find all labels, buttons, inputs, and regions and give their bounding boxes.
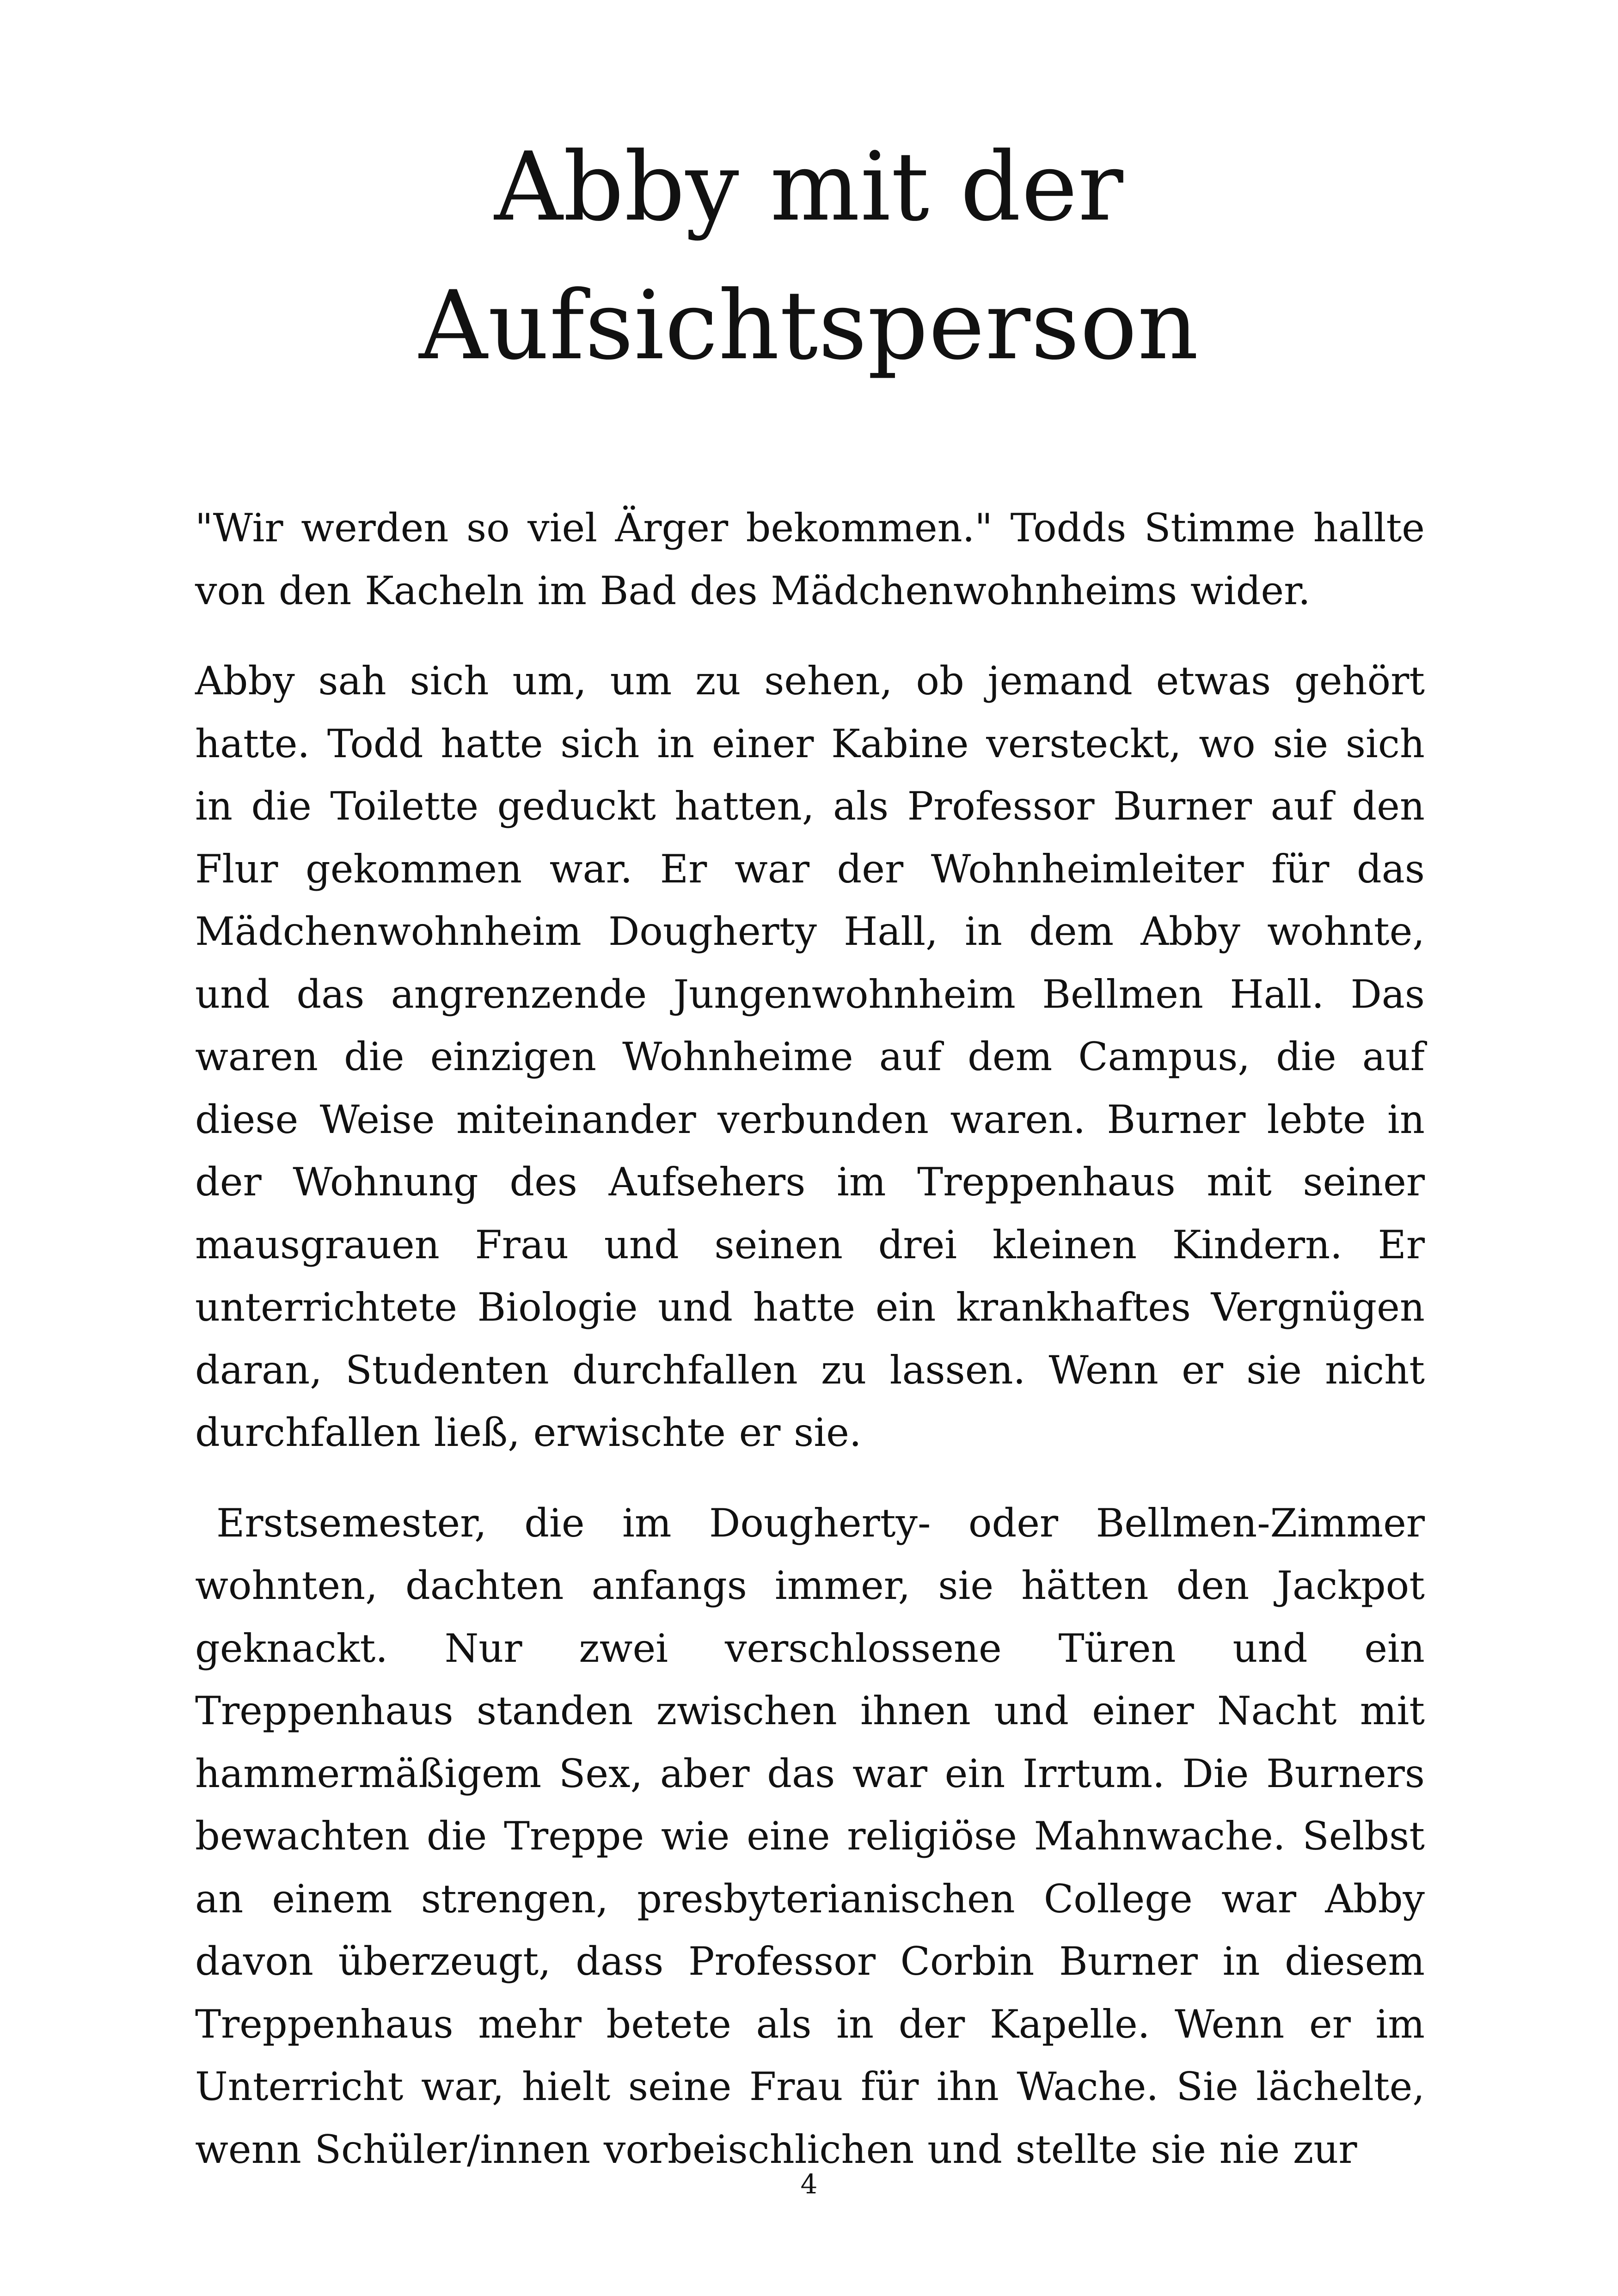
paragraph-1: "Wir werden so viel Ärger bekommen." Todds Stimme hallte von den Kacheln im Bad des Mädchenwohnheims wider. bbox=[195, 505, 1425, 613]
paragraph-3: Erstsemester, die im Dougherty- oder Bellmen-Zimmer wohnten, dachten anfangs immer, sie hätten den Jackpot geknackt. Nur zwei verschlossene Türen und ein Treppenhaus standen zwischen ihnen und einer Nacht mit hammermäßigem Sex, aber das war ein Irrtum. Die Burners bewachten die Treppe wie eine religiöse Mahnwache. Selbst an einem strengen, presbyterianischen College war Abby davon überzeugt, dass Professor Corbin Burner in diesem Treppenhaus mehr betete als in der Kapelle. Wenn er im Unterricht war, hielt seine Frau für ihn Wache. Sie lächelte, wenn Schüler/innen vorbeischlichen und stellte sie nie zur bbox=[195, 1500, 1425, 2172]
chapter-title-line-2: Aufsichtsperson bbox=[419, 271, 1199, 381]
paragraph-2: Abby sah sich um, um zu sehen, ob jemand etwas gehört hatte. Todd hatte sich in einer Kabine versteckt, wo sie sich in die Toilette geduckt hatten, als Professor Burner auf den Flur gekommen war. Er war der Wohnheimleiter für das Mädchenwohnheim Dougherty Hall, in dem Abby wohnte, und das angrenzende Jungenwohnheim Bellmen Hall. Das waren die einzigen Wohnheime auf dem Campus, die auf diese Weise miteinander verbunden waren. Burner lebte in der Wohnung des Aufsehers im Treppenhaus mit seiner mausgrauen Frau und seinen drei kleinen Kindern. Er unterrichtete Biologie und hatte ein krankhaftes Vergnügen daran, Studenten durchfallen zu lassen. Wenn er sie nicht durchfallen ließ, erwischte er sie. bbox=[195, 658, 1425, 1455]
body-text bbox=[195, 497, 1425, 2209]
chapter-title bbox=[194, 118, 1424, 395]
chapter-title-line-1: Abby mit der bbox=[494, 132, 1124, 242]
page-number: 4 bbox=[800, 2168, 818, 2200]
